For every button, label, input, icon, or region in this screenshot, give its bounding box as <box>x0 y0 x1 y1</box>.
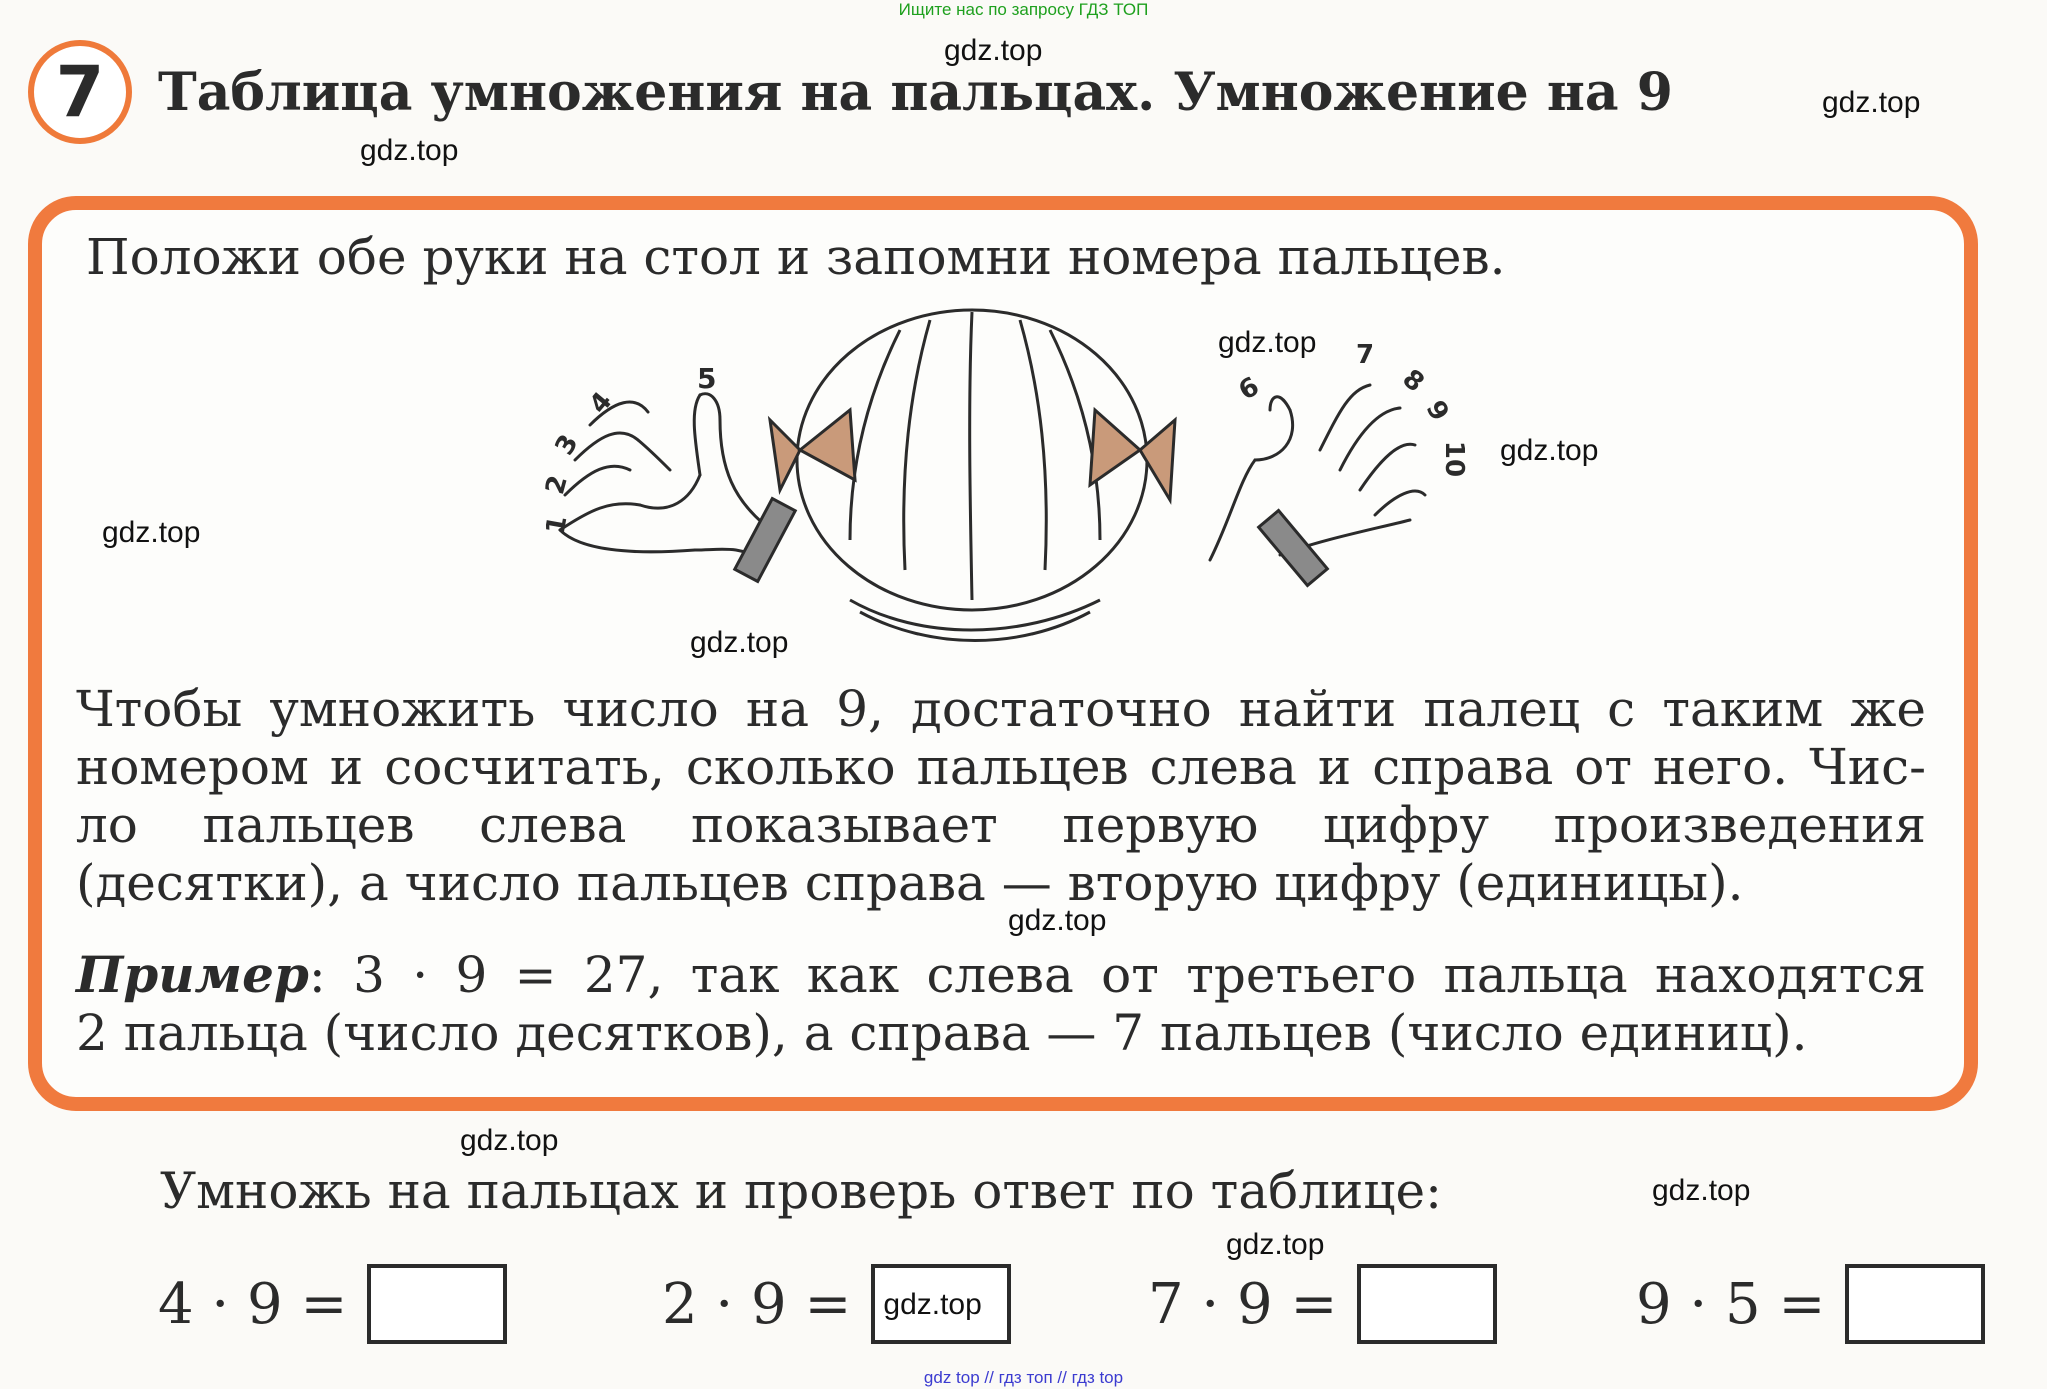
answer-box-4[interactable] <box>1845 1264 1985 1344</box>
right-hand-drawing <box>1210 385 1425 560</box>
watermark: gdz.top <box>690 626 789 659</box>
left-bow <box>770 410 855 490</box>
watermark-in-box: gdz.top <box>883 1288 982 1321</box>
finger-number-6: 6 <box>1233 371 1265 407</box>
finger-number-8: 8 <box>1396 363 1430 399</box>
equation-1-expr: 4 · 9 = <box>158 1271 348 1337</box>
right-cuff <box>1259 511 1328 586</box>
right-bow <box>1090 410 1175 500</box>
equation-4 <box>1636 1262 1985 1346</box>
left-cuff <box>735 499 796 582</box>
equation-3-expr: 7 · 9 = <box>1148 1271 1338 1337</box>
finger-number-7: 7 <box>1356 340 1375 370</box>
example-line-2: 2 пальца (число десятков), а справа — 7 пальцев (число единиц). <box>76 1004 1808 1062</box>
watermark: gdz.top <box>1652 1174 1751 1207</box>
equation-3 <box>1148 1262 1497 1346</box>
finger-number-9: 9 <box>1419 395 1455 427</box>
watermark: gdz.top <box>360 134 459 167</box>
rule-line-2: номером и сосчитать, сколько пальцев слева и справа от него. Чис- <box>76 738 1926 796</box>
finger-number-1: 1 <box>540 513 574 537</box>
lesson-number-badge <box>28 40 132 144</box>
finger-number-3: 3 <box>549 429 585 461</box>
finger-number-4: 4 <box>583 386 619 420</box>
answer-box-2[interactable] <box>871 1264 1011 1344</box>
lesson-number: 7 <box>55 51 105 133</box>
instruction-text: Положи обе руки на стол и запомни номера пальцев. <box>86 228 1506 286</box>
watermark: gdz.top <box>1822 86 1921 119</box>
exercise-task: Умножь на пальцах и проверь ответ по таблице: <box>160 1162 1442 1220</box>
equation-1 <box>158 1262 507 1346</box>
finger-number-5: 5 <box>697 362 717 395</box>
footer-watermark: gdz top // гдз топ // гдз top <box>923 1368 1124 1387</box>
watermark: gdz.top <box>1226 1228 1325 1261</box>
watermark: gdz.top <box>1500 434 1599 467</box>
example-text <box>76 946 1926 1062</box>
watermark: gdz.top <box>944 34 1043 67</box>
example-label: Пример <box>76 945 309 1004</box>
watermark: gdz.top <box>1008 904 1107 937</box>
equation-2-expr: 2 · 9 = <box>662 1271 852 1337</box>
rule-line-3: ло пальцев слева показывает первую цифру произведения <box>76 796 1926 854</box>
equation-2 <box>662 1262 1011 1346</box>
example-line-1 <box>76 946 1926 1004</box>
hands-illustration <box>520 300 1570 660</box>
watermark: gdz.top <box>102 516 201 549</box>
answer-box-3[interactable] <box>1357 1264 1497 1344</box>
finger-number-10: 10 <box>1439 440 1470 478</box>
left-hand-drawing <box>560 394 765 560</box>
page-title: Таблица умножения на пальцах. Умножение на 9 <box>158 62 1673 123</box>
equation-4-expr: 9 · 5 = <box>1636 1271 1826 1337</box>
rule-line-4: (десятки), а число пальцев справа — вторую цифру (единицы). <box>76 854 1744 912</box>
top-note: Ищите нас по запросу ГДЗ ТОП <box>898 0 1149 19</box>
rule-text <box>76 680 1926 912</box>
watermark: gdz.top <box>1218 326 1317 359</box>
example-line-1-text: : 3 · 9 = 27, так как слева от третьего пальца находятся <box>308 946 1926 1004</box>
answer-box-1[interactable] <box>367 1264 507 1344</box>
watermark: gdz.top <box>460 1124 559 1157</box>
finger-number-2: 2 <box>540 472 574 498</box>
rule-line-1: Чтобы умножить число на 9, достаточно найти палец с таким же <box>76 680 1926 738</box>
